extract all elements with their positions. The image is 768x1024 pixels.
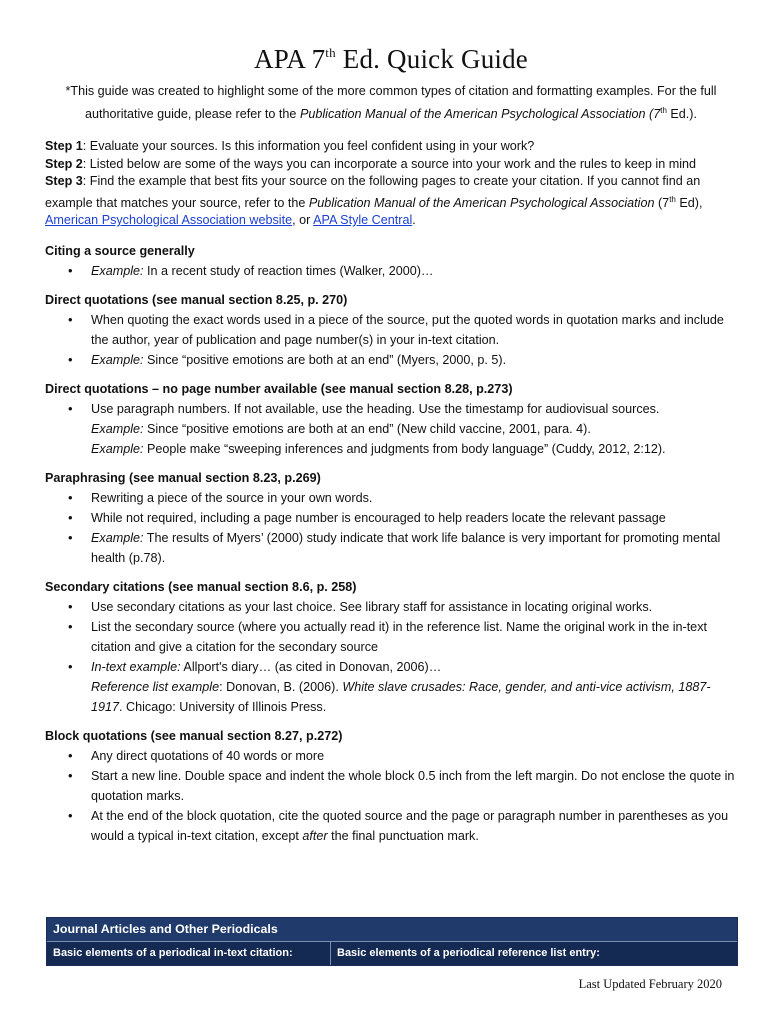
- document-page: [45, 44, 737, 856]
- section-title: Direct quotations – no page number available (see manual section 8.28, p.273): [45, 381, 513, 396]
- list-item: • Any direct quotations of 40 words or more: [91, 746, 737, 766]
- section-secondary-citations: [45, 578, 737, 717]
- apa-website-link[interactable]: American Psychological Association website: [45, 213, 293, 227]
- section-direct-quotations: [45, 291, 737, 370]
- list-item: • While not required, including a page number is encouraged to help readers locate the relevant passage: [91, 508, 737, 528]
- section-paraphrasing: [45, 469, 737, 568]
- list-item: • Start a new line. Double space and indent the whole block 0.5 inch from the left margin. Do not enclose the quote in quotation marks.: [91, 766, 737, 806]
- steps-block: [45, 138, 737, 230]
- step-2: Step 2: Listed below are some of the ways you can incorporate a source into your work and the rules to keep in mind: [45, 156, 697, 171]
- apa-style-central-link[interactable]: APA Style Central: [313, 213, 413, 227]
- list-item: • Example: The results of Myers’ (2000) study indicate that work life balance is very important for promoting mental health (p.78).: [91, 528, 737, 568]
- list-item: • Use secondary citations as your last choice. See library staff for assistance in locating original works.: [91, 597, 737, 617]
- section-title: Direct quotations (see manual section 8.25, p. 270): [45, 292, 348, 307]
- intro-paragraph: *This guide was created to highlight some of the more common types of citation and formatting examples. For the full authoritative guide, please refer to the Publication Manual of the American Psychological Association (7th Ed.).: [65, 84, 717, 121]
- section-block-quotations: [45, 727, 737, 846]
- list-item: • At the end of the block quotation, cite the quoted source and the page or paragraph number in parentheses as you would a typical in-text citation, except after the final punctuation mark.: [91, 806, 737, 846]
- list-item-continuation: Reference list example: Donovan, B. (2006). White slave crusades: Race, gender, and anti-vice activism, 1887-1917. Chicago: University of Illinois Press.: [91, 679, 711, 714]
- step-1: Step 1: Evaluate your sources. Is this information you feel confident using in your work?: [45, 139, 535, 153]
- table-header: Journal Articles and Other Periodicals: [47, 918, 737, 942]
- page-title: APA 7th Ed. Quick Guide: [254, 44, 528, 74]
- list-item: • When quoting the exact words used in a piece of the source, put the quoted words in quotation marks and include the author, year of publication and page number(s) in your in-text citation.: [91, 310, 737, 350]
- list-item: • Example: In a recent study of reaction times (Walker, 2000)…: [91, 261, 737, 281]
- step-3: Step 3: Find the example that best fits your source on the following pages to create your citation. If you cannot find an example that matches your source, refer to the Publication Manual of the American Psychological Association (7th Ed), American Psychological Association website, or APA Style Central.: [45, 174, 703, 227]
- list-item: • Use paragraph numbers. If not available, use the heading. Use the timestamp for audiovisual sources.: [91, 399, 737, 419]
- table-column-reference: Basic elements of a periodical reference list entry:: [337, 947, 600, 959]
- list-item: • Example: Since “positive emotions are both at an end” (Myers, 2000, p. 5).: [91, 350, 737, 370]
- section-title: Citing a source generally: [45, 243, 195, 258]
- last-updated: Last Updated February 2020: [578, 977, 722, 991]
- list-item: • In-text example: Allport's diary… (as cited in Donovan, 2006)…: [91, 657, 737, 677]
- periodicals-table: [46, 917, 738, 966]
- table-column-in-text: Basic elements of a periodical in-text citation:: [47, 942, 331, 965]
- section-title: Paraphrasing (see manual section 8.23, p.269): [45, 470, 321, 485]
- section-title: Block quotations (see manual section 8.27, p.272): [45, 728, 343, 743]
- section-no-page-number: [45, 380, 737, 459]
- list-item-continuation: Example: People make “sweeping inferences and judgments from body language” (Cuddy, 2012, 2:12).: [91, 441, 666, 456]
- section-general: [45, 242, 737, 281]
- list-item-continuation: Example: Since “positive emotions are both at an end” (New child vaccine, 2001, para. 4).: [91, 421, 591, 436]
- list-item: • List the secondary source (where you actually read it) in the reference list. Name the original work in the in-text citation and give a citation for the secondary source: [91, 617, 737, 657]
- table-row: [47, 942, 737, 965]
- list-item: • Rewriting a piece of the source in your own words.: [91, 488, 737, 508]
- section-title: Secondary citations (see manual section 8.6, p. 258): [45, 579, 357, 594]
